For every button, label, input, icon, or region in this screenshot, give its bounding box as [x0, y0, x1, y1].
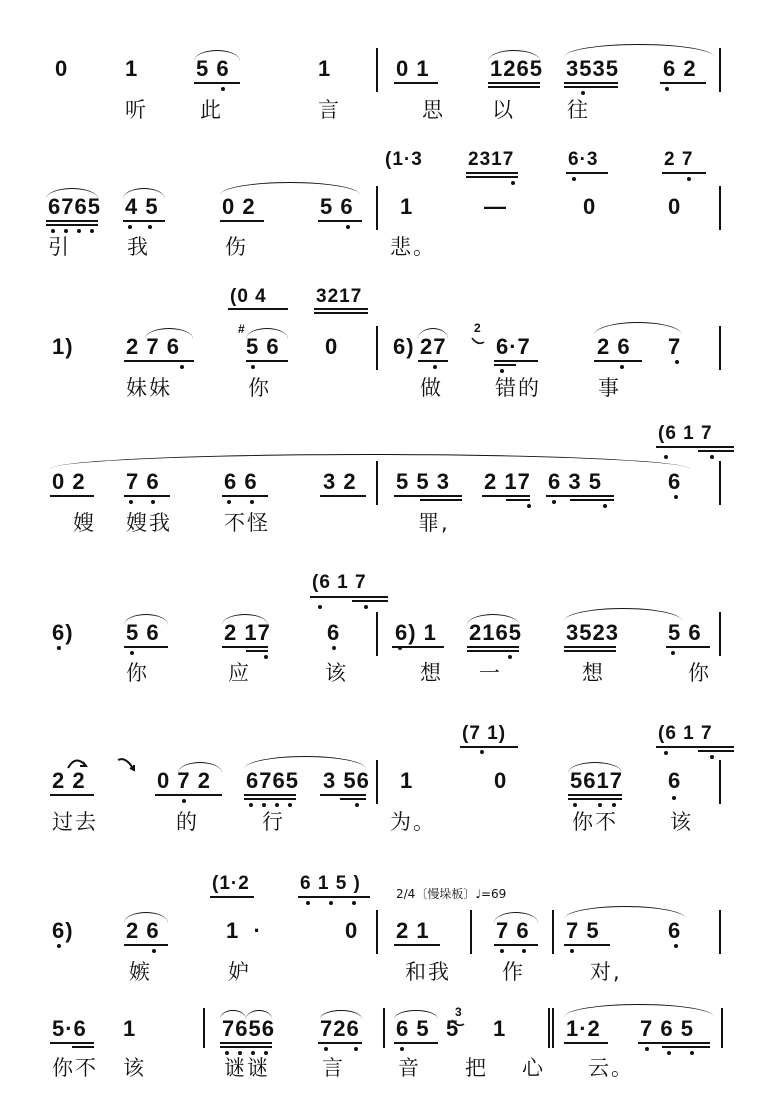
grace-notes: (6 1 7	[658, 423, 713, 444]
note-group: 0	[583, 194, 597, 219]
beam	[220, 1046, 272, 1048]
beam	[244, 798, 296, 800]
lyric: 作	[502, 960, 525, 984]
lyric: 想	[582, 661, 605, 685]
beam	[482, 495, 530, 497]
note-group: 5 6	[126, 620, 160, 645]
lyric: 谜谜	[224, 1056, 270, 1080]
grace-notes: 2 7	[664, 149, 694, 170]
lyric: 你	[248, 376, 271, 400]
lyric: 伤	[225, 235, 248, 259]
note-group: 6	[668, 768, 682, 793]
slur	[50, 454, 690, 469]
low-octave-dot	[400, 1047, 404, 1051]
lyric: 和我	[405, 960, 451, 984]
note-group: 2 17	[224, 620, 271, 645]
sharp-sign: #	[238, 322, 245, 336]
beam	[318, 1042, 362, 1044]
grace-notes: 2317	[468, 149, 515, 170]
note-group: 0 1	[396, 56, 430, 81]
barline	[376, 612, 378, 656]
low-octave-dot	[690, 1051, 694, 1055]
note-group: 2 2	[52, 768, 86, 793]
lyric: 过去	[52, 810, 98, 834]
beam	[124, 646, 168, 648]
lyric: 音	[398, 1056, 421, 1080]
low-octave-dot	[275, 803, 279, 807]
beam	[246, 360, 288, 362]
note-group: 1)	[52, 334, 74, 359]
note-group: 5 6	[320, 194, 354, 219]
beam	[220, 1042, 272, 1044]
note-group: 5·6	[52, 1016, 87, 1041]
beam	[394, 944, 440, 946]
note-group: 5	[446, 1016, 460, 1041]
note-group: 7	[668, 334, 682, 359]
note-group: 1	[125, 56, 139, 81]
note-group: 6765	[246, 768, 299, 793]
low-octave-dot	[250, 500, 254, 504]
lyric: 错的	[495, 376, 541, 400]
low-octave-dot	[355, 803, 359, 807]
note-group: 1·2	[566, 1016, 601, 1041]
low-octave-dot	[612, 803, 616, 807]
note-group: 5 6	[668, 620, 702, 645]
beam	[466, 172, 518, 174]
low-octave-dot	[227, 500, 231, 504]
low-octave-dot	[674, 944, 678, 948]
beam	[418, 360, 448, 362]
note-group: 6 2	[663, 56, 697, 81]
note-group: 6)	[52, 620, 74, 645]
beam	[314, 308, 368, 310]
beam	[466, 176, 518, 178]
grace-mark: 2	[474, 321, 481, 335]
beam	[494, 364, 516, 366]
low-octave-dot	[64, 229, 68, 233]
grace-notes: (1·3	[385, 149, 423, 170]
grace-notes: 3217	[316, 286, 363, 307]
note-group: 0 7 2	[157, 768, 211, 793]
lyric: 该	[670, 810, 693, 834]
beam	[698, 750, 734, 752]
note-group: 0	[55, 56, 69, 81]
note-group: 1265	[490, 56, 543, 81]
grace-notes: (7 1)	[462, 723, 507, 744]
note-group: 2 1	[396, 918, 430, 943]
note-group: 6)	[52, 918, 74, 943]
low-octave-dot	[675, 360, 679, 364]
low-octave-dot	[665, 87, 669, 91]
note-group: 27	[420, 334, 447, 359]
low-octave-dot	[398, 646, 402, 650]
note-group: 4 5	[125, 194, 159, 219]
beam	[50, 495, 94, 497]
lyric: 该	[123, 1056, 146, 1080]
beam	[394, 495, 462, 497]
note-group: 3535	[566, 56, 619, 81]
low-octave-dot	[77, 229, 81, 233]
low-octave-dot	[645, 1047, 649, 1051]
low-octave-dot	[225, 1051, 229, 1055]
barline	[719, 186, 721, 230]
low-octave-dot	[238, 1051, 242, 1055]
low-octave-dot	[51, 229, 55, 233]
beam	[656, 446, 734, 448]
beam	[568, 798, 622, 800]
beam	[564, 82, 618, 84]
note-group: 6	[668, 469, 682, 494]
lyric: 引	[48, 235, 71, 259]
lyric: 以	[492, 98, 515, 122]
beam	[564, 646, 616, 648]
barline	[552, 1008, 554, 1048]
beam	[320, 495, 366, 497]
grace-notes: 6 1 5 )	[300, 873, 361, 894]
grace-notes: 6·3	[568, 149, 599, 170]
beam	[394, 1042, 438, 1044]
low-octave-dot	[306, 901, 310, 905]
beam	[50, 1042, 94, 1044]
note-group: 7 6	[126, 469, 160, 494]
beam	[340, 798, 366, 800]
beam	[467, 646, 519, 648]
beam	[564, 1042, 608, 1044]
beam	[318, 220, 362, 222]
grace-note-icon	[470, 336, 486, 350]
low-octave-dot	[151, 500, 155, 504]
note-group: 1	[493, 1016, 507, 1041]
note-group: 6765	[48, 194, 101, 219]
low-octave-dot	[332, 646, 336, 650]
note-group: 6·7	[496, 334, 531, 359]
lyric: 你	[126, 661, 149, 685]
note-group: 0	[668, 194, 682, 219]
beam	[222, 646, 268, 648]
note-group: 5 6	[246, 334, 280, 359]
beam	[314, 312, 368, 314]
note-group: 6	[327, 620, 341, 645]
lyric: 为。	[390, 810, 436, 834]
lyric: 言	[322, 1056, 345, 1080]
barline	[719, 612, 721, 656]
note-group: 6 3 5	[548, 469, 602, 494]
note-group: 6 5	[396, 1016, 430, 1041]
barline	[721, 1008, 723, 1048]
lyric: 你	[688, 661, 711, 685]
note-group: 0	[345, 918, 359, 943]
low-octave-dot	[508, 655, 512, 659]
note-group: 6 6	[224, 469, 258, 494]
beam	[662, 1046, 710, 1048]
tempo-marking: 2/4〔慢垛板〕♩=69	[396, 887, 507, 901]
lyric: 罪,	[418, 511, 450, 535]
low-octave-dot	[364, 605, 368, 609]
beam	[155, 794, 222, 796]
lyric: 事	[598, 376, 621, 400]
low-octave-dot	[581, 91, 585, 95]
low-octave-dot	[710, 755, 714, 759]
note-group: —	[484, 194, 507, 219]
lyric: 妹妹	[126, 376, 172, 400]
lyric: 言	[318, 98, 341, 122]
beam	[564, 650, 616, 652]
lyric: 该	[325, 661, 348, 685]
barline	[719, 910, 721, 954]
note-group: 7 5	[566, 918, 600, 943]
low-octave-dot	[57, 646, 61, 650]
low-octave-dot	[221, 87, 225, 91]
low-octave-dot	[346, 225, 350, 229]
beam	[506, 499, 530, 501]
low-octave-dot	[318, 605, 322, 609]
note-group: 3523	[566, 620, 619, 645]
beam	[394, 82, 438, 84]
low-octave-dot	[603, 504, 607, 508]
grace-notes: (6 1 7	[312, 572, 367, 593]
low-octave-dot	[620, 365, 624, 369]
note-group: 1 ·	[226, 918, 262, 943]
note-group: 7656	[222, 1016, 275, 1041]
beam	[298, 896, 370, 898]
note-group: 2 7 6	[126, 334, 180, 359]
low-octave-dot	[152, 949, 156, 953]
lyric: 做	[420, 376, 443, 400]
low-octave-dot	[667, 1051, 671, 1055]
barline	[719, 326, 721, 370]
lyric: 往	[567, 98, 590, 122]
note-group: 5 5 3	[396, 469, 450, 494]
low-octave-dot	[262, 803, 266, 807]
grace-notes: (1·2	[212, 873, 250, 894]
beam	[488, 82, 540, 84]
beam	[564, 86, 618, 88]
beam	[124, 944, 168, 946]
beam	[72, 1046, 94, 1048]
note-group: 726	[320, 1016, 360, 1041]
lyric: 对,	[590, 960, 622, 984]
low-octave-dot	[129, 500, 133, 504]
beam	[124, 360, 194, 362]
low-octave-dot	[664, 751, 668, 755]
note-group: 6	[668, 918, 682, 943]
low-octave-dot	[288, 803, 292, 807]
beam	[352, 600, 388, 602]
lyric: 思	[422, 98, 445, 122]
lyric: 你不	[52, 1056, 98, 1080]
note-group: 7 6 5	[640, 1016, 694, 1041]
barline	[376, 760, 378, 804]
note-group: 0	[494, 768, 508, 793]
beam	[638, 1042, 710, 1044]
low-octave-dot	[148, 225, 152, 229]
beam	[566, 172, 608, 174]
barline	[376, 186, 378, 230]
note-group: 5617	[570, 768, 623, 793]
beam	[494, 944, 538, 946]
low-octave-dot	[573, 803, 577, 807]
lyric: 想	[420, 661, 443, 685]
beam	[594, 360, 642, 362]
note-group: 2165	[469, 620, 522, 645]
barline	[376, 910, 378, 954]
note-group: 7 6	[496, 918, 530, 943]
lyric: 嫂我	[126, 511, 172, 535]
low-octave-dot	[251, 1051, 255, 1055]
barline	[203, 1008, 205, 1048]
lyric: 行	[262, 810, 285, 834]
note-group: 3 2	[323, 469, 357, 494]
beam	[123, 220, 165, 222]
low-octave-dot	[500, 949, 504, 953]
beam	[662, 172, 706, 174]
low-octave-dot	[251, 365, 255, 369]
beam	[564, 944, 610, 946]
barline	[552, 910, 554, 954]
barline	[376, 326, 378, 370]
beam	[46, 224, 98, 226]
barline	[470, 910, 472, 954]
note-group: 0 2	[222, 194, 256, 219]
low-octave-dot	[264, 655, 268, 659]
note-group: 1	[400, 194, 414, 219]
beam	[570, 499, 614, 501]
low-octave-dot	[480, 750, 484, 754]
note-group: 3 56	[323, 768, 370, 793]
lyric: 一	[479, 661, 502, 685]
beam	[488, 86, 540, 88]
lyric: 你不	[572, 810, 618, 834]
note-group: 0	[325, 334, 339, 359]
beam	[494, 360, 538, 362]
beam	[310, 596, 388, 598]
barline	[376, 48, 378, 92]
note-group: 6) 1	[395, 620, 437, 645]
beam	[220, 220, 264, 222]
beam	[546, 495, 614, 497]
low-octave-dot	[527, 504, 531, 508]
low-octave-dot	[180, 365, 184, 369]
note-group: 1	[123, 1016, 137, 1041]
beam	[420, 499, 462, 501]
note-group: 0 2	[52, 469, 86, 494]
note-group: 2 6	[126, 918, 160, 943]
barline	[719, 760, 721, 804]
lyric: 悲。	[390, 235, 436, 259]
grace-mark: 3	[455, 1005, 462, 1019]
beam	[244, 794, 296, 796]
lyric: 嫉	[129, 960, 152, 984]
note-group: 1	[400, 768, 414, 793]
low-octave-dot	[664, 455, 668, 459]
low-octave-dot	[249, 803, 253, 807]
beam	[467, 650, 519, 652]
lyric: 妒	[228, 960, 251, 984]
beam	[660, 82, 706, 84]
grace-notes: (6 1 7	[658, 723, 713, 744]
beam	[210, 896, 254, 898]
beam	[50, 794, 94, 796]
low-octave-dot	[572, 177, 576, 181]
note-group: 1	[318, 56, 332, 81]
beam	[46, 220, 98, 222]
low-octave-dot	[182, 799, 186, 803]
low-octave-dot	[598, 803, 602, 807]
barline	[719, 48, 721, 92]
barline	[383, 1008, 385, 1048]
low-octave-dot	[522, 949, 526, 953]
lyric: 的	[176, 810, 199, 834]
lyric: 把	[465, 1056, 488, 1080]
lyric: 应	[228, 661, 251, 685]
lyric: 嫂	[73, 511, 96, 535]
lyric: 云。	[588, 1056, 634, 1080]
low-octave-dot	[500, 369, 504, 373]
low-octave-dot	[130, 651, 134, 655]
barline	[548, 1008, 550, 1048]
low-octave-dot	[128, 225, 132, 229]
grace-notes: (0 4	[230, 286, 267, 307]
low-octave-dot	[90, 229, 94, 233]
lyric: 心	[522, 1056, 545, 1080]
beam	[194, 82, 240, 84]
low-octave-dot	[672, 796, 676, 800]
low-octave-dot	[552, 500, 556, 504]
low-octave-dot	[354, 1047, 358, 1051]
beam	[460, 746, 518, 748]
barline	[719, 461, 721, 505]
beam	[222, 495, 268, 497]
beam	[124, 495, 170, 497]
low-octave-dot	[57, 944, 61, 948]
beam	[320, 794, 366, 796]
note-group: 2 6	[597, 334, 631, 359]
lyric: 不怪	[224, 511, 270, 535]
beam	[698, 450, 734, 452]
low-octave-dot	[433, 365, 437, 369]
low-octave-dot	[687, 177, 691, 181]
low-octave-dot	[511, 181, 515, 185]
beam	[228, 308, 288, 310]
lyric: 此	[200, 98, 223, 122]
low-octave-dot	[710, 455, 714, 459]
low-octave-dot	[352, 901, 356, 905]
low-octave-dot	[674, 495, 678, 499]
note-group: 5 6	[196, 56, 230, 81]
low-octave-dot	[570, 949, 574, 953]
low-octave-dot	[671, 651, 675, 655]
low-octave-dot	[324, 1047, 328, 1051]
lyric: 听	[125, 98, 148, 122]
beam	[656, 746, 734, 748]
beam	[568, 794, 622, 796]
low-octave-dot	[329, 901, 333, 905]
note-group: 2 17	[484, 469, 531, 494]
low-octave-dot	[264, 1051, 268, 1055]
beam	[246, 650, 268, 652]
note-group: 6)	[393, 334, 415, 359]
beam	[666, 646, 710, 648]
lyric: 我	[127, 235, 150, 259]
